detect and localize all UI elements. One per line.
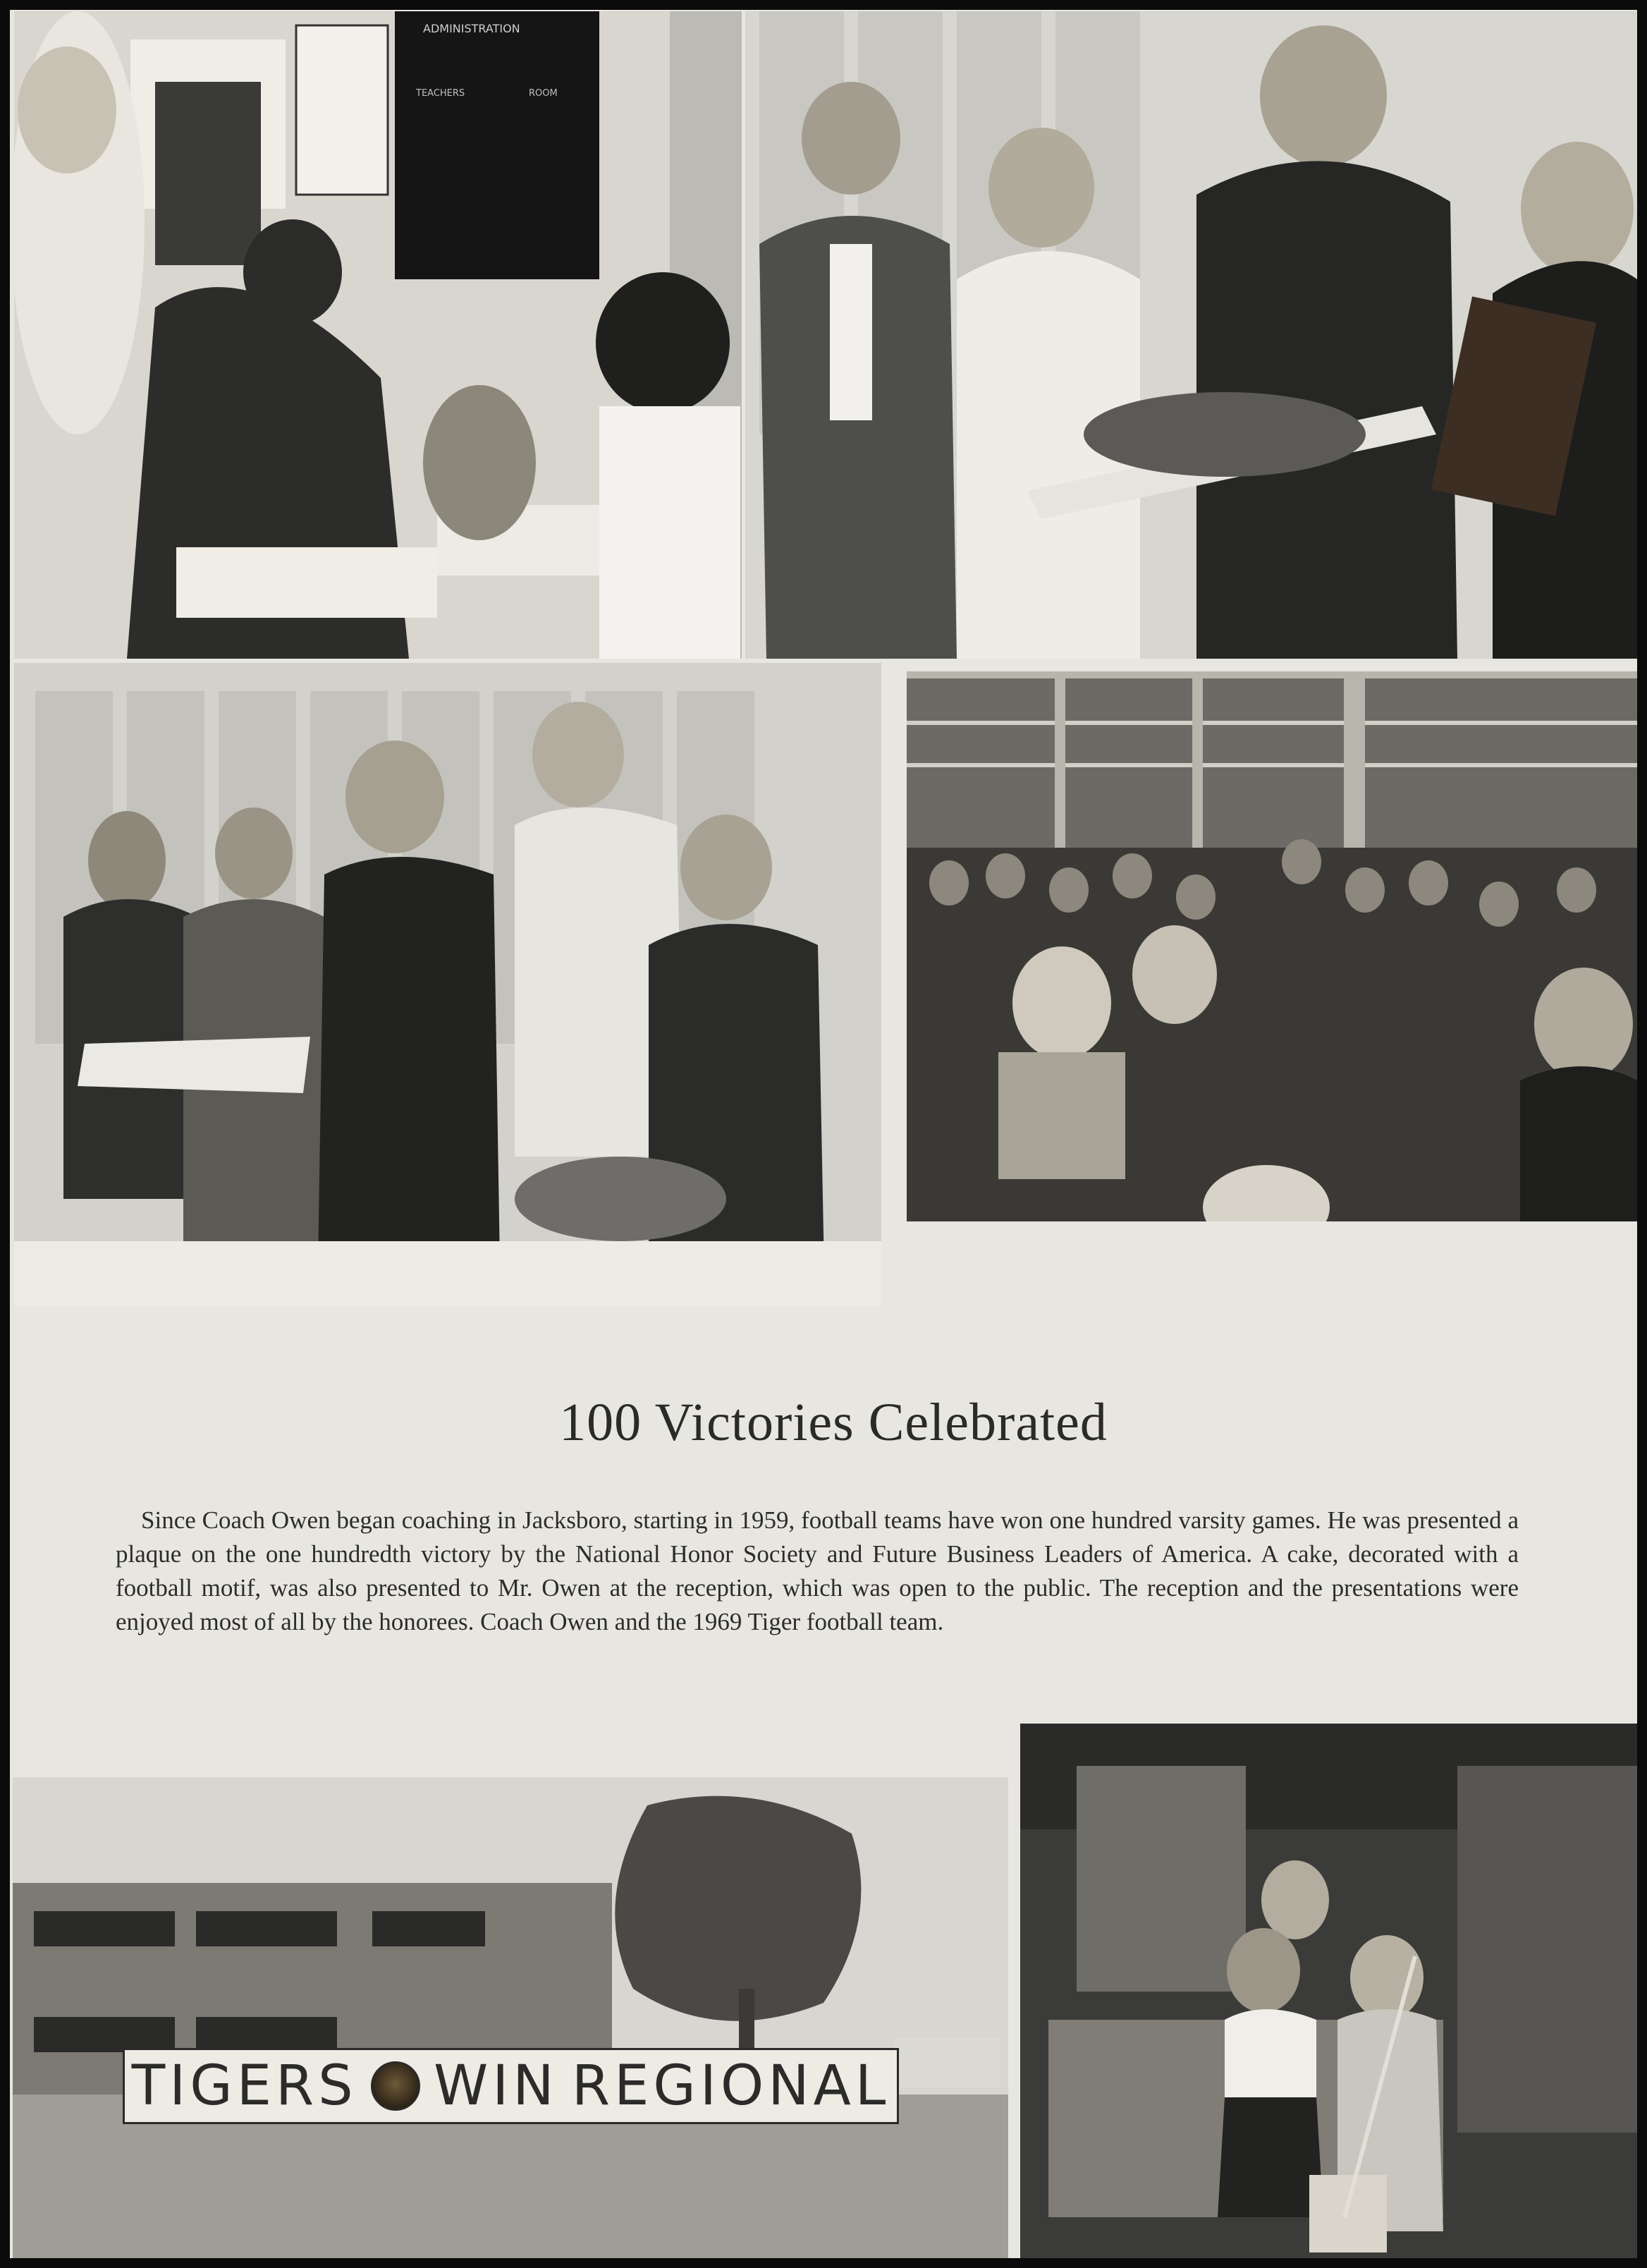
banner-word-tigers: TIGERS	[131, 2054, 357, 2118]
board-subheader: TEACHERS	[416, 88, 465, 99]
article-body: Since Coach Owen began coaching in Jacksboro, starting in 1959, football teams have won one hundred varsity games. He was presented a plaque on the one hundredth victory by the National Honor Society and Future Business Leaders of America. A cake, decorated with a football motif, was also presented to Mr. Owen at the reception, which was open to the public. The reception and the presentations were enjoyed most of all by the honorees. Coach Owen and the 1969 Tiger football team.	[116, 1506, 1519, 1635]
board-room-header: ROOM	[529, 88, 558, 99]
photo-tigers-banner	[13, 1777, 1008, 2258]
photo-students-reception	[14, 663, 881, 1306]
photo-library-crowd	[907, 671, 1637, 1221]
photo-coaches-cake-plaque	[745, 11, 1637, 659]
tiger-head-icon	[371, 2061, 420, 2111]
photo-guestbook-signing	[14, 11, 742, 659]
banner-word-regional: REGIONAL	[571, 2054, 890, 2118]
yearbook-page	[10, 10, 1637, 2258]
banner-word-win: WIN	[434, 2054, 558, 2118]
tigers-win-regional-banner	[123, 2048, 899, 2124]
article-title: 100 Victories Celebrated	[559, 1393, 1108, 1452]
photo-girls-mop	[1020, 1724, 1637, 2258]
board-header: ADMINISTRATION	[423, 22, 520, 35]
